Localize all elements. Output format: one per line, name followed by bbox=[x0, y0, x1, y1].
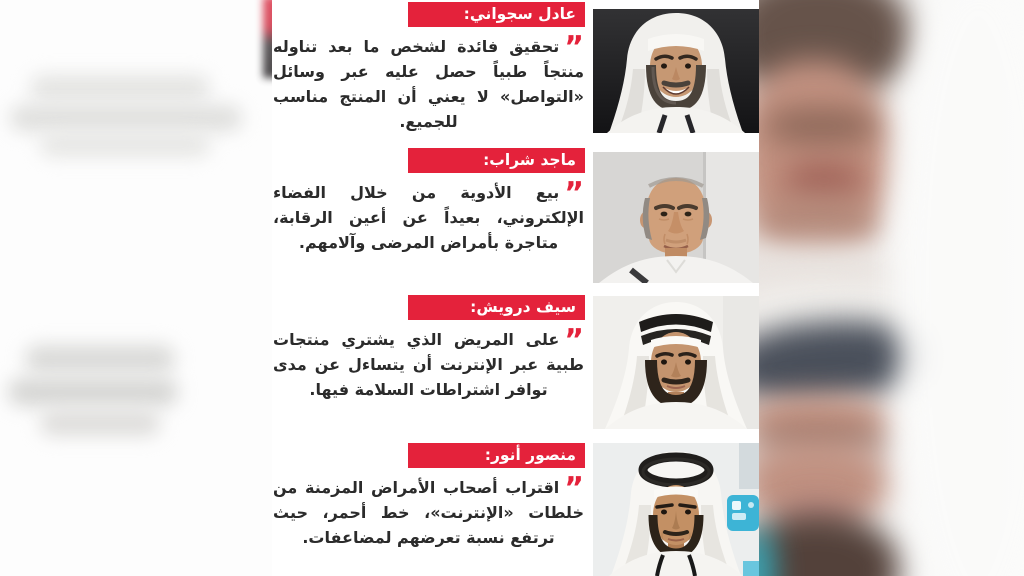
quote-text-column bbox=[272, 295, 585, 402]
quote-body: تحقيق فائدة لشخص ما بعد تناوله منتجاً طبياً حصل عليه عبر وسائل «التواصل» لا يعني أن المنتج مناسب للجميع. bbox=[273, 37, 584, 131]
portrait-photo-2 bbox=[593, 152, 759, 283]
quote-text-column bbox=[272, 2, 585, 134]
quote-body: على المريض الذي يشتري منتجات طبية عبر الإنترنت أن يتساءل عن مدى توافر اشتراطات السلامة فيها. bbox=[273, 330, 584, 399]
quote-text bbox=[272, 30, 585, 134]
speaker-name-bar bbox=[408, 295, 585, 320]
speaker-name-bar bbox=[408, 443, 585, 468]
blurred-highlight-blob bbox=[899, 0, 1024, 576]
speaker-name-bar bbox=[408, 2, 585, 27]
blurred-background-right bbox=[759, 0, 1024, 576]
quote-icon: ” bbox=[564, 30, 584, 65]
blurred-text-blob bbox=[40, 133, 210, 157]
blurred-background-left bbox=[0, 0, 272, 576]
portrait-photo-4 bbox=[593, 443, 759, 576]
quote-icon: ” bbox=[564, 323, 584, 358]
blurred-text-blob bbox=[25, 345, 175, 373]
speaker-name: سيف درويش: bbox=[470, 298, 576, 316]
quote-block-1 bbox=[272, 2, 759, 148]
quote-text-column bbox=[272, 148, 585, 255]
speaker-name: عادل سجواني: bbox=[463, 5, 576, 23]
quote-body: بيع الأدوية من خلال الفضاء الإلكتروني، بعيداً عن أعين الرقابة، متاجرة بأمراض المرضى وآلامهم. bbox=[273, 183, 584, 252]
quote-body: اقتراب أصحاب الأمراض المزمنة من خلطات «الإنترنت»، خط أحمر، حيث ترتفع نسبة تعرضهم لمضاعفات. bbox=[273, 478, 584, 547]
quote-text bbox=[272, 323, 585, 402]
blurred-text-blob bbox=[30, 75, 210, 101]
quote-block-3 bbox=[272, 295, 759, 441]
quote-text bbox=[272, 471, 585, 550]
quote-icon: ” bbox=[564, 176, 584, 211]
blurred-face-blob bbox=[759, 195, 879, 250]
blurred-face-blob bbox=[759, 515, 899, 576]
blurred-text-blob bbox=[40, 410, 160, 436]
quote-icon: ” bbox=[564, 471, 584, 506]
blurred-text-blob bbox=[10, 105, 242, 131]
portrait-photo-3 bbox=[593, 296, 759, 429]
speaker-name-bar bbox=[408, 148, 585, 173]
quote-text bbox=[272, 176, 585, 255]
speaker-name: منصور أنور: bbox=[484, 446, 576, 464]
blurred-face-blob bbox=[764, 108, 879, 144]
blurred-text-blob bbox=[8, 378, 178, 406]
quote-text-column bbox=[272, 443, 585, 550]
quote-block-4 bbox=[272, 443, 759, 576]
portrait-photo-1 bbox=[593, 9, 759, 133]
quote-block-2 bbox=[272, 148, 759, 294]
quotes-card bbox=[272, 0, 759, 576]
speaker-name: ماجد شراب: bbox=[483, 151, 576, 169]
